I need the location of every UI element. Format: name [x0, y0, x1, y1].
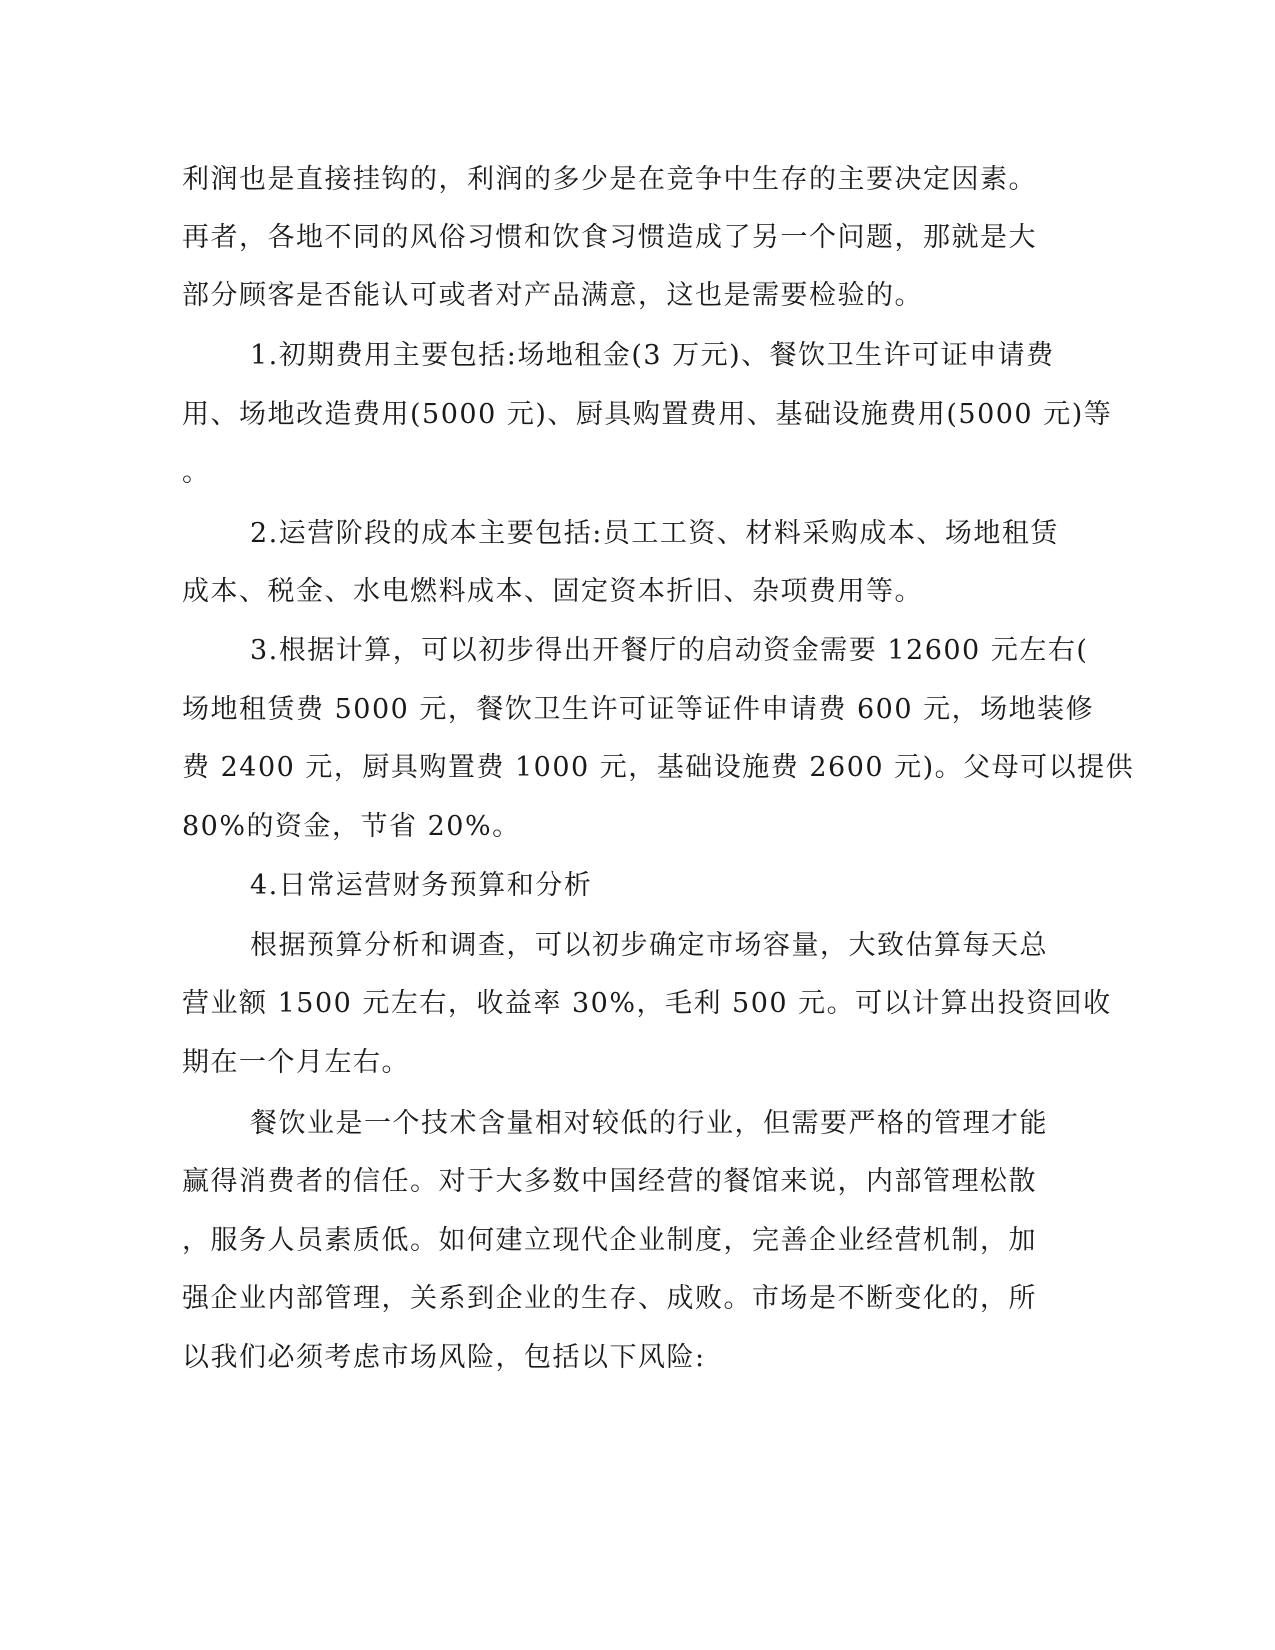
text-line: 赢得消费者的信任。对于大多数中国经营的餐馆来说，内部管理松散: [182, 1166, 1037, 1197]
text-line: 成本、税金、水电燃料成本、固定资本折旧、杂项费用等。: [182, 576, 923, 607]
text-line: ，服务人员素质低。如何建立现代企业制度，完善企业经营机制，加: [182, 1225, 1037, 1256]
text-line: 2.运营阶段的成本主要包括:员工工资、材料采购成本、场地租赁: [250, 518, 1059, 549]
text-line: 期在一个月左右。: [182, 1047, 410, 1078]
text-line: 80%的资金，节省 20%。: [182, 811, 521, 842]
text-line: 4.日常运营财务预算和分析: [250, 870, 593, 901]
text-line: 强企业内部管理，关系到企业的生存、成败。市场是不断变化的，所: [182, 1283, 1037, 1314]
text-line: 3.根据计算，可以初步得出开餐厅的启动资金需要 12600 元左右(: [250, 635, 1089, 666]
text-line: 用、场地改造费用(5000 元)、厨具购置费用、基础设施费用(5000 元)等: [182, 399, 1113, 430]
text-line: 利润也是直接挂钩的，利润的多少是在竞争中生存的主要决定因素。: [182, 164, 1037, 195]
text-line: 。: [182, 457, 211, 488]
text-line: 再者，各地不同的风俗习惯和饮食习惯造成了另一个问题，那就是大: [182, 222, 1037, 253]
text-line: 场地租赁费 5000 元，餐饮卫生许可证等证件申请费 600 元，场地装修: [182, 694, 1095, 725]
text-line: 根据预算分析和调查，可以初步确定市场容量，大致估算每天总: [250, 930, 1048, 961]
text-line: 费 2400 元，厨具购置费 1000 元，基础设施费 2600 元)。父母可以提供: [182, 752, 1135, 783]
text-line: 营业额 1500 元左右，收益率 30%，毛利 500 元。可以计算出投资回收: [182, 988, 1112, 1019]
text-line: 1.初期费用主要包括:场地租金(3 万元)、餐饮卫生许可证申请费: [250, 340, 1055, 371]
text-line: 以我们必须考虑市场风险，包括以下风险:: [182, 1342, 706, 1373]
text-line: 餐饮业是一个技术含量相对较低的行业，但需要严格的管理才能: [250, 1108, 1048, 1139]
text-line: 部分顾客是否能认可或者对产品满意，这也是需要检验的。: [182, 280, 923, 311]
